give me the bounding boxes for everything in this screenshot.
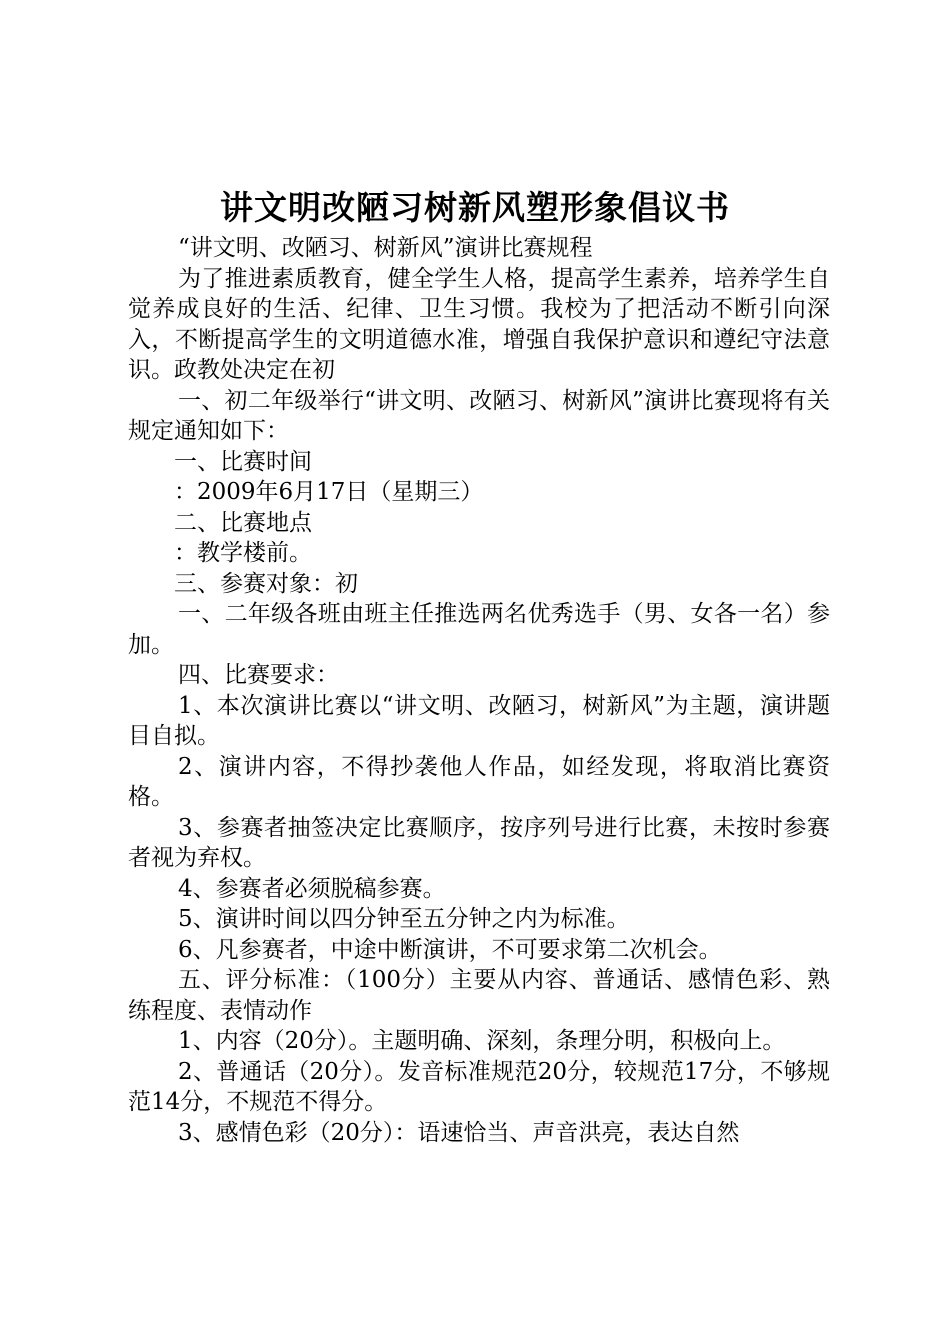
scoring-item: 3、感情色彩（20分）：语速恰当、声音洪亮，表达自然 bbox=[178, 1119, 740, 1146]
section-location-value: ：教学楼前。 bbox=[174, 540, 312, 566]
paragraph-intro: 为了推进素质教育，健全学生人格，提高学生素养，培养学生自觉养成良好的生活、纪律、卫生习惯。我校为了把活动不断引向深入，不断提高学生的文明道德水准，增强自我保护意识和遵纪守法意识。政教处决定在初 bbox=[128, 265, 830, 383]
section-time-heading: 一、比赛时间 bbox=[174, 448, 312, 475]
requirement-item: 6、凡参赛者，中途中断演讲，不可要求第二次机会。 bbox=[178, 936, 722, 963]
requirement-item: 2、演讲内容，不得抄袭他人作品，如经发现，将取消比赛资格。 bbox=[128, 753, 830, 810]
section-scoring-heading: 五、评分标准：（100分）主要从内容、普通话、感情色彩、熟练程度、表情动作 bbox=[128, 967, 830, 1024]
requirement-item: 3、参赛者抽签决定比赛顺序，按序列号进行比赛，未按时参赛者视为弃权。 bbox=[128, 814, 830, 871]
section-time-value: ：2009年6月17日（星期三） bbox=[174, 479, 484, 505]
document-body bbox=[128, 233, 830, 1148]
scoring-item: 1、内容（20分）。主题明确、深刻，条理分明，积极向上。 bbox=[178, 1028, 786, 1054]
section-participants-heading: 三、参赛对象：初 bbox=[174, 570, 358, 597]
document-title: 讲文明改陋习树新风塑形象倡议书 bbox=[220, 188, 730, 227]
scoring-item: 2、普通话（20分）。发音标准规范20分，较规范17分，不够规范14分，不规范不得分。 bbox=[128, 1058, 830, 1115]
section-location-heading: 二、比赛地点 bbox=[174, 509, 312, 536]
section-requirements-heading: 四、比赛要求： bbox=[178, 662, 339, 688]
paragraph-notice: 一、初二年级举行“讲文明、改陋习、树新风”演讲比赛现将有关规定通知如下： bbox=[128, 387, 830, 444]
requirement-item: 4、参赛者必须脱稿参赛。 bbox=[178, 875, 446, 902]
requirement-item: 5、演讲时间以四分钟至五分钟之内为标准。 bbox=[178, 906, 630, 932]
section-participants-value: 一、二年级各班由班主任推选两名优秀选手（男、女各一名）参加。 bbox=[128, 601, 830, 658]
requirement-item: 1、本次演讲比赛以“讲文明、改陋习，树新风”为主题，演讲题目自拟。 bbox=[128, 692, 830, 749]
paragraph-rules-heading: “讲文明、改陋习、树新风”演讲比赛规程 bbox=[178, 235, 593, 261]
